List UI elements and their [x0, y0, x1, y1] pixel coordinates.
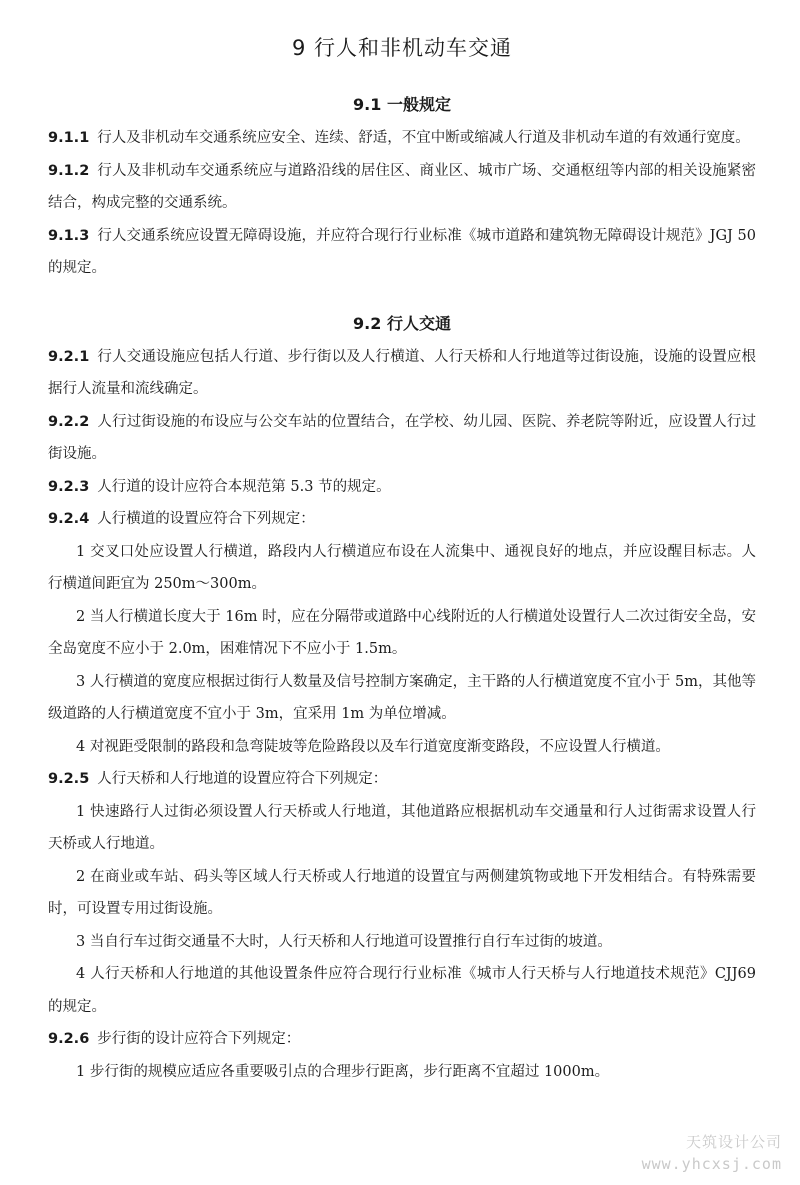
list-item: 3 当自行车过街交通量不大时，人行天桥和人行地道可设置推行自行车过街的坡道。	[76, 933, 612, 950]
list-item: 2 在商业或车站、码头等区域人行天桥或人行地道的设置宜与两侧建筑物或地下开发相结合。有特殊需要时，可设置专用过街设施。	[48, 868, 756, 917]
clause-text: 人行天桥和人行地道的设置应符合下列规定：	[97, 771, 388, 787]
watermark-url: www.yhcxsj.com	[641, 1155, 782, 1173]
clause-text: 行人交通系统应设置无障碍设施，并应符合现行行业标准《城市道路和建筑物无障碍设计规范》JGJ 50 的规定。	[48, 227, 756, 276]
clause-text: 人行过街设施的布设应与公交车站的位置结合，在学校、幼儿园、医院、养老院等附近，应设置人行过街设施。	[48, 413, 756, 462]
clause-number: 9.2.3	[48, 478, 90, 495]
chapter-title: 9 行人和非机动车交通	[291, 36, 513, 60]
list-item: 1 交叉口处应设置人行横道，路段内人行横道应布设在人流集中、通视良好的地点，并应设醒目标志。人行横道间距宜为 250m～300m。	[48, 543, 756, 592]
list-item: 3 人行横道的宽度应根据过街行人数量及信号控制方案确定，主干路的人行横道宽度不宜小于 5m，其他等级道路的人行横道宽度不宜小于 3m，宜采用 1m 为单位增减。	[48, 673, 756, 722]
clause-number: 9.2.4	[48, 511, 90, 527]
clause-9-2-6	[48, 1023, 756, 1056]
clause-9-1-3	[48, 220, 756, 285]
clause-number: 9.1.1	[48, 130, 90, 146]
clause-text: 行人交通设施应包括人行道、步行街以及人行横道、人行天桥和人行地道等过街设施，设施的设置应根据行人流量和流线确定。	[48, 348, 756, 397]
clause-9-1-1	[48, 122, 756, 155]
clause-number: 9.1.3	[48, 227, 90, 244]
list-item: 1 快速路行人过街必须设置人行天桥或人行地道，其他道路应根据机动车交通量和行人过街需求设置人行天桥或人行地道。	[48, 803, 756, 852]
clause-9-2-5	[48, 763, 756, 796]
clause-9-1-2	[48, 155, 756, 220]
watermark-company: 天筑设计公司	[685, 1133, 782, 1151]
clause-9-2-3	[48, 471, 756, 504]
list-item: 1 步行街的规模应适应各重要吸引点的合理步行距离，步行距离不宜超过 1000m。	[76, 1063, 610, 1080]
clause-9-2-1	[48, 341, 756, 406]
clause-number: 9.2.2	[48, 413, 90, 430]
clause-text: 行人及非机动车交通系统应与道路沿线的居住区、商业区、城市广场、交通枢纽等内部的相关设施紧密结合，构成完整的交通系统。	[48, 162, 756, 211]
section-title-9-1: 9.1 一般规定	[353, 95, 451, 114]
clause-number: 9.2.1	[48, 348, 90, 365]
clause-text: 行人及非机动车交通系统应安全、连续、舒适，不宜中断或缩减人行道及非机动车道的有效通行宽度。	[97, 130, 750, 146]
clause-text: 人行横道的设置应符合下列规定：	[97, 511, 315, 527]
clause-text: 步行街的设计应符合下列规定：	[97, 1031, 301, 1047]
list-item: 2 当人行横道长度大于 16m 时，应在分隔带或道路中心线附近的人行横道处设置行人二次过街安全岛，安全岛宽度不应小于 2.0m，困难情况下不应小于 1.5m。	[48, 608, 756, 657]
clause-9-2-4	[48, 503, 756, 536]
clause-text: 人行道的设计应符合本规范第 5.3 节的规定。	[97, 478, 391, 495]
clause-number: 9.1.2	[48, 162, 90, 179]
clause-number: 9.2.6	[48, 1031, 90, 1047]
watermark	[642, 1131, 782, 1175]
list-item: 4 对视距受限制的路段和急弯陡坡等危险路段以及车行道宽度渐变路段，不应设置人行横道。	[76, 738, 670, 755]
list-item: 4 人行天桥和人行地道的其他设置条件应符合现行行业标准《城市人行天桥与人行地道技术规范》CJJ69 的规定。	[48, 966, 756, 1015]
clause-9-2-2	[48, 406, 756, 471]
section-title-9-2: 9.2 行人交通	[353, 313, 451, 333]
clause-number: 9.2.5	[48, 771, 90, 787]
